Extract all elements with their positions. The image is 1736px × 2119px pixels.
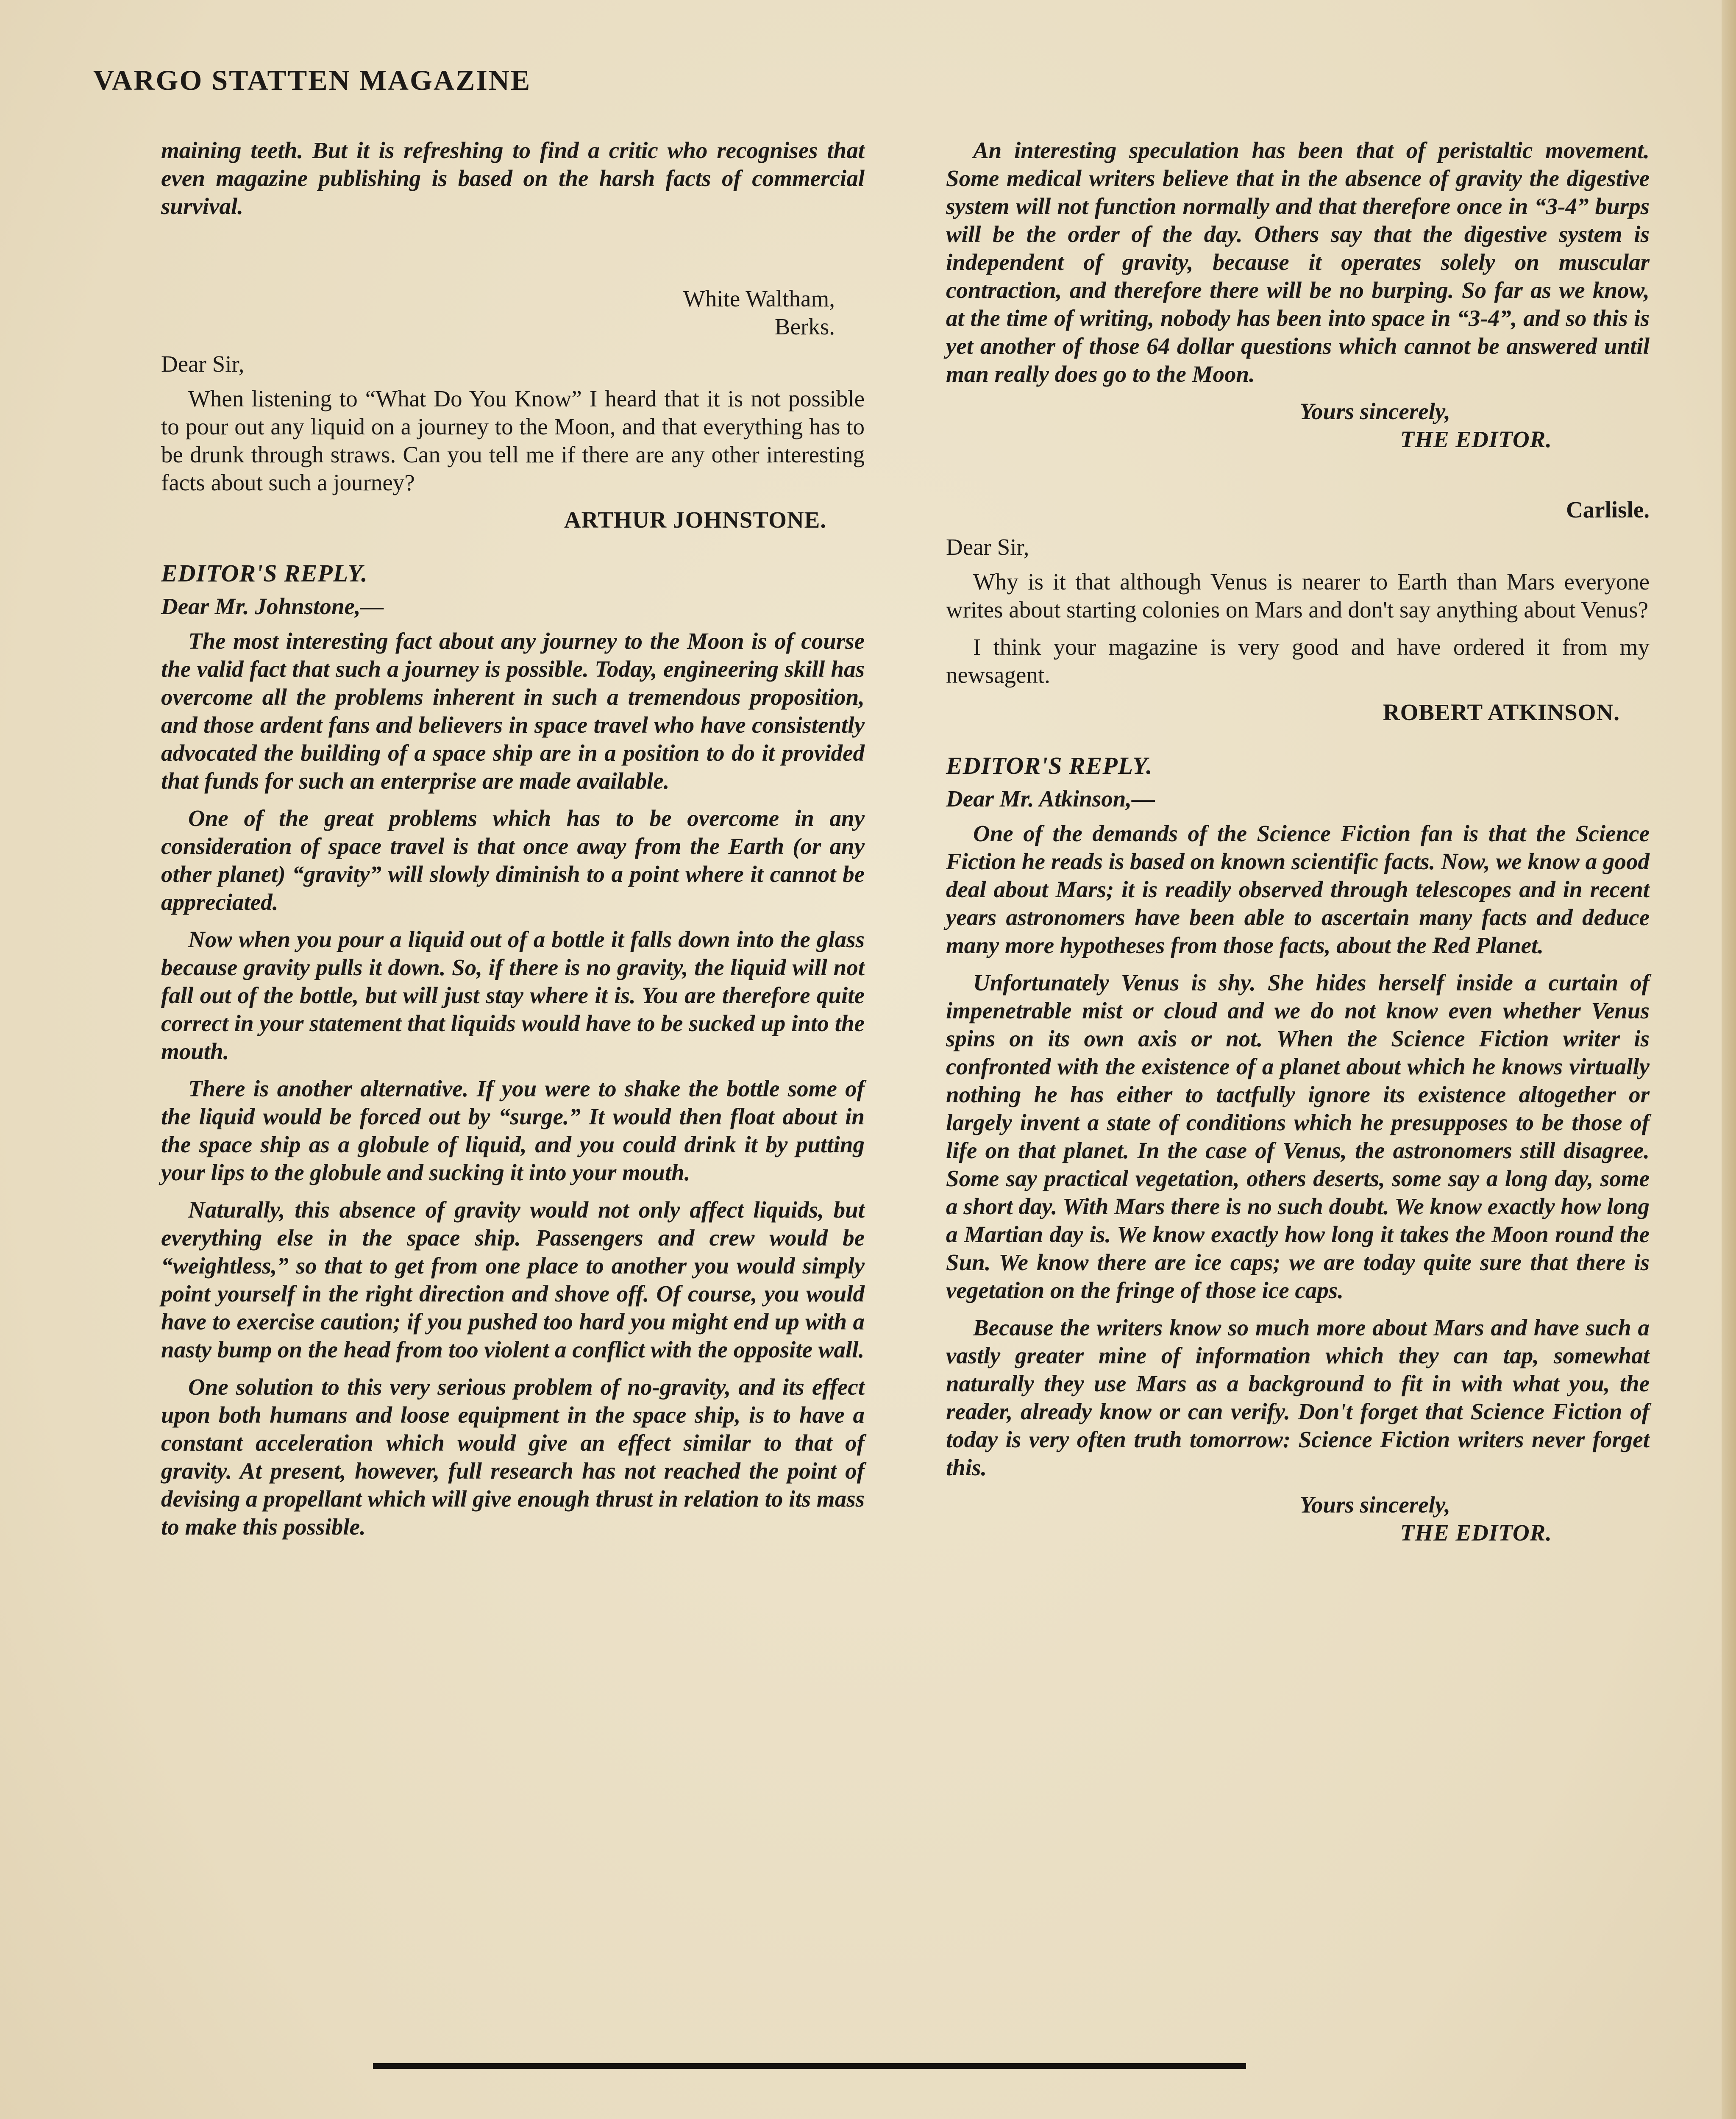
- reply-closing: Yours sincerely,: [1299, 1492, 1450, 1518]
- section-divider-rule: [373, 2063, 1246, 2069]
- reply-paragraph: One of the great problems which has to be overcome in any consideration of space travel is that once away from the Earth (or any other planet) “gravity” will slowly diminish to a point where it cannot be appreciated.: [161, 805, 865, 915]
- letter-salutation: Dear Sir,: [161, 351, 245, 377]
- letter-address: [946, 496, 1650, 524]
- letter-body: I think your magazine is very good and have ordered it from my newsagent.: [946, 634, 1650, 688]
- continued-paragraph: An interesting speculation has been that of peristaltic movement. Some medical writers believe that in the absence of gravity the digestive system will not function normally and that therefore once in “3-4” burps will be the order of the day. Others say that the digestive system is independent of gravity, because it operates solely on muscular contraction, and therefore there will be no burping. So far as we know, at the time of writing, nobody has been into space in “3-4”, and so this is yet another of those 64 dollar questions which cannot be answered until man really does go to the Moon.: [946, 137, 1650, 387]
- letter-salutation: Dear Sir,: [946, 534, 1029, 560]
- reply-paragraph: The most interesting fact about any journey to the Moon is of course the valid fact that such a journey is possible. Today, engineering skill has overcome all the problems inherent in such a tremendous proposition, and those ardent fans and believers in space travel who have consistently advocated the building of a space ship are in a position to do it provided that funds for such an enterprise are made available.: [161, 628, 865, 794]
- reply-paragraph: Now when you pour a liquid out of a bottle it falls down into the glass because gravity pulls it down. So, if there is no gravity, the liquid will not fall out of the bottle, but will just stay where it is. You are therefore quite correct in your statement that liquids would have to be sucked up into the mouth.: [161, 926, 865, 1064]
- reply-editor-signature: THE EDITOR.: [1400, 1520, 1552, 1546]
- reply-salutation: Dear Mr. Atkinson,—: [946, 786, 1155, 812]
- letter-signature: ROBERT ATKINSON.: [1383, 699, 1620, 725]
- letter-body: When listening to “What Do You Know” I heard that it is not possible to pour out any liquid on a journey to the Moon, and that everything has to be drunk through straws. Can you tell me if there are any other interesting facts about such a journey?: [161, 386, 865, 495]
- reply-paragraph: One solution to this very serious problem of no-gravity, and its effect upon both humans and loose equipment in the space ship, is to have a constant acceleration which would give an effect similar to that of gravity. At present, however, full research has not reached the point of devising a propellant which will give enough thrust in relation to its mass to make this possible.: [161, 1374, 865, 1540]
- reply-paragraph: Naturally, this absence of gravity would not only affect liquids, but everything else in the space ship. Passengers and crew would be “weightless,” so that to get from one place to another you would simply point yourself in the right direction and shove off. Of course, you would have to exercise caution; if you pushed too hard you might end up with a nasty bump on the head from too violent a conflict with the opposite wall.: [161, 1197, 865, 1363]
- left-column: [161, 136, 865, 1550]
- reply-paragraph: There is another alternative. If you were to shake the bottle some of the liquid would be forced out by “surge.” It would then float about in the space ship as a globule of liquid, and you could drink it by putting your lips to the globule and sucking it into your mouth.: [161, 1076, 865, 1185]
- address-line: Carlisle.: [1566, 497, 1650, 523]
- reply-heading: EDITOR'S REPLY.: [946, 752, 1153, 779]
- running-head: VARGO STATTEN MAGAZINE: [93, 64, 531, 96]
- reply-paragraph: One of the demands of the Science Fiction fan is that the Science Fiction he reads is based on known scientific facts. Now, we know a good deal about Mars; it is readily observed through telescopes and in recent years astronomers have been able to ascertain many facts and deduce many more hypotheses from those facts, about the Red Planet.: [946, 820, 1650, 958]
- address-line: Berks.: [774, 314, 835, 339]
- address-line: White Waltham,: [683, 286, 835, 311]
- letter-signature: ARTHUR JOHNSTONE.: [564, 507, 826, 533]
- reply-salutation: Dear Mr. Johnstone,—: [161, 593, 384, 619]
- right-column: [946, 136, 1650, 1547]
- reply-paragraph: Unfortunately Venus is shy. She hides herself inside a curtain of impenetrable mist or cloud and we do not know even whether Venus spins on its own axis or not. When the Science Fiction writer is confronted with the existence of a planet about which he knows virtually nothing he has either to tactfully ignore its existence altogether or largely invent a state of conditions which he presupposes to be those of life on that planet. In the case of Venus, the astronomers still disagree. Some say practical vegetation, others deserts, some say a long day, some a short day. With Mars there is no such doubt. We know exactly how long a Martian day is. We know exactly how long it takes the Moon round the Sun. We know there are ice caps; we are today quite sure that there is vegetation on the fringe of those ice caps.: [946, 970, 1650, 1303]
- letter-body: Why is it that although Venus is nearer to Earth than Mars everyone writes about starting colonies on Mars and don't say anything about Venus?: [946, 569, 1650, 623]
- reply-heading: EDITOR'S REPLY.: [161, 559, 368, 587]
- page-edge: [1722, 0, 1736, 2119]
- letter-address: [161, 285, 865, 341]
- continued-paragraph: maining teeth. But it is refreshing to find a critic who recognises that even magazine publishing is based on the harsh facts of commercial survival.: [161, 137, 865, 219]
- reply-editor-signature: THE EDITOR.: [1400, 426, 1552, 452]
- reply-closing: Yours sincerely,: [1299, 398, 1450, 424]
- reply-paragraph: Because the writers know so much more about Mars and have such a vastly greater mine of information which they can tap, somewhat naturally they use Mars as a background to fit in with what you, the reader, already know or can verify. Don't forget that Science Fiction of today is very often truth tomorrow: Science Fiction writers never forget this.: [946, 1315, 1650, 1480]
